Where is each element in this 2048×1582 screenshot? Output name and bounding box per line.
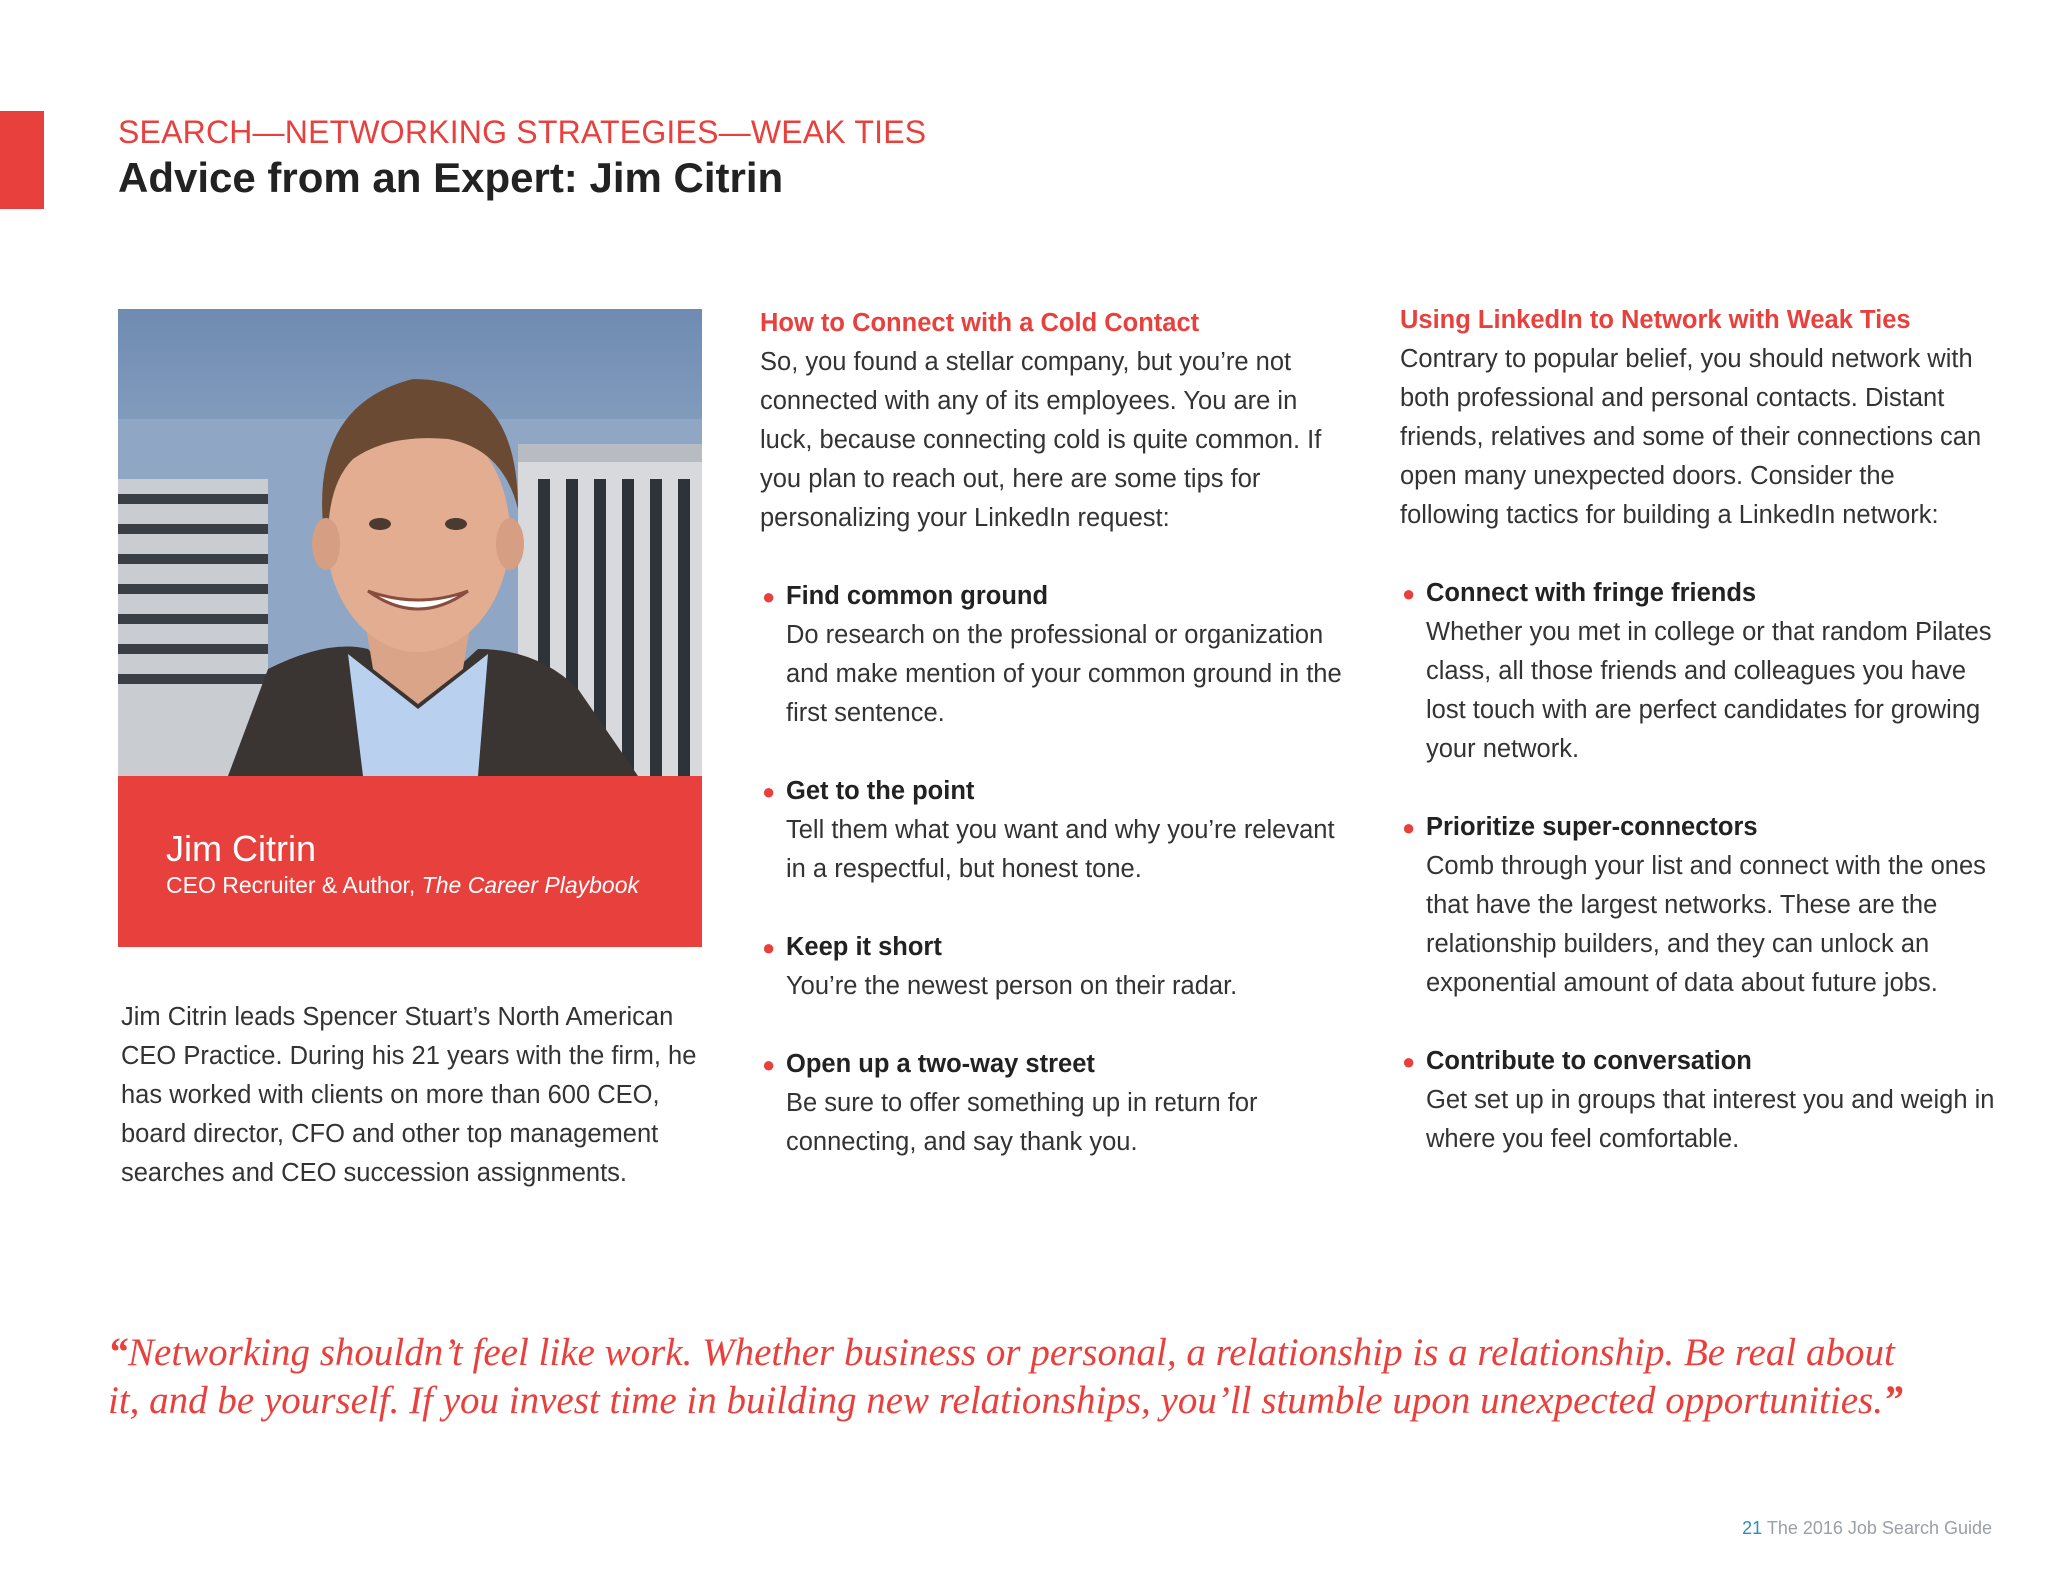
page-title: Advice from an Expert: Jim Citrin [118,154,784,201]
pull-quote [108,1328,1908,1424]
cold-contact-heading: How to Connect with a Cold Contact [760,309,1200,337]
linkedin-tips [1400,574,2000,1159]
tip-title: Contribute to conversation [1426,1047,1752,1075]
tip-body: Whether you met in college or that random Pilates class, all those friends and colleagues you have lost touch with are perfect candidates for growing your network. [1426,618,1992,763]
profile-book-title: The Career Playbook [421,872,640,898]
section-kicker: SEARCH—NETWORKING STRATEGIES—WEAK TIES [118,114,927,150]
tip-title: Find common ground [786,582,1049,610]
tip-body: Be sure to offer something up in return for connecting, and say thank you. [786,1089,1258,1156]
list-item [1400,1042,2000,1159]
tip-body: Get set up in groups that interest you and weigh in where you feel comfortable. [1426,1086,1995,1153]
tip-title: Connect with fringe friends [1426,579,1757,607]
tip-title: Open up a two-way street [786,1050,1095,1078]
bullet-icon: ● [762,1052,776,1077]
bullet-icon: ● [1402,815,1416,840]
quote-text: Networking shouldn’t feel like work. Whether business or personal, a relationship is a relationship. Be real about it, and be yourself. If you invest time in building new relationships, you’ll stumble upon unexpected opportunities. [108,1331,1895,1422]
page-footer [1742,1518,1992,1539]
page-number: 21 [1742,1518,1763,1538]
cold-contact-intro: So, you found a stellar company, but you’re not connected with any of its employees. You are in luck, because connecting cold is quite common. If you plan to reach out, here are some tips for personalizing your LinkedIn request: [760,348,1322,532]
list-item [1400,808,2000,1003]
profile-photo [118,309,702,776]
profile-name-card [118,776,702,947]
list-item [760,1045,1350,1162]
profile-role [166,872,639,899]
tip-body: Comb through your list and connect with the ones that have the largest networks. These are the relationship builders, and they can unlock an exponential amount of data about future jobs. [1426,852,1986,997]
linkedin-column [1400,301,2000,1198]
bullet-icon: ● [762,935,776,960]
guide-title: The 2016 Job Search Guide [1766,1518,1992,1538]
close-quote-mark: ” [1882,1377,1903,1422]
tip-title: Prioritize super-connectors [1426,813,1758,841]
list-item [760,928,1350,1006]
tip-body: Tell them what you want and why you’re relevant in a respectful, but honest tone. [786,816,1335,883]
profile-name: Jim Citrin [166,828,316,869]
open-quote-mark: “ [108,1329,128,1374]
bullet-icon: ● [1402,581,1416,606]
tip-body: You’re the newest person on their radar. [786,972,1238,1000]
tip-title: Get to the point [786,777,975,805]
bullet-icon: ● [762,779,776,804]
linkedin-heading: Using LinkedIn to Network with Weak Ties [1400,306,1911,334]
cold-contact-column [760,304,1350,1201]
list-item [1400,574,2000,769]
tip-title: Keep it short [786,933,942,961]
bullet-icon: ● [1402,1049,1416,1074]
tip-body: Do research on the professional or organization and make mention of your common ground in the first sentence. [786,621,1342,727]
linkedin-intro: Contrary to popular belief, you should network with both professional and personal contacts. Distant friends, relatives and some of their connections can open many unexpected doors. Consider the following tactics for building a LinkedIn network: [1400,345,1982,529]
profile-bio: Jim Citrin leads Spencer Stuart’s North American CEO Practice. During his 21 years with the firm, he has worked with clients on more than 600 CEO, board director, CFO and other top management searches and CEO succession assignments. [121,1003,697,1187]
profile-role-title: CEO Recruiter & Author, [166,872,422,898]
list-item [760,772,1350,889]
bullet-icon: ● [762,584,776,609]
cold-contact-tips [760,577,1350,1162]
list-item [760,577,1350,733]
section-accent-bar [0,111,44,209]
